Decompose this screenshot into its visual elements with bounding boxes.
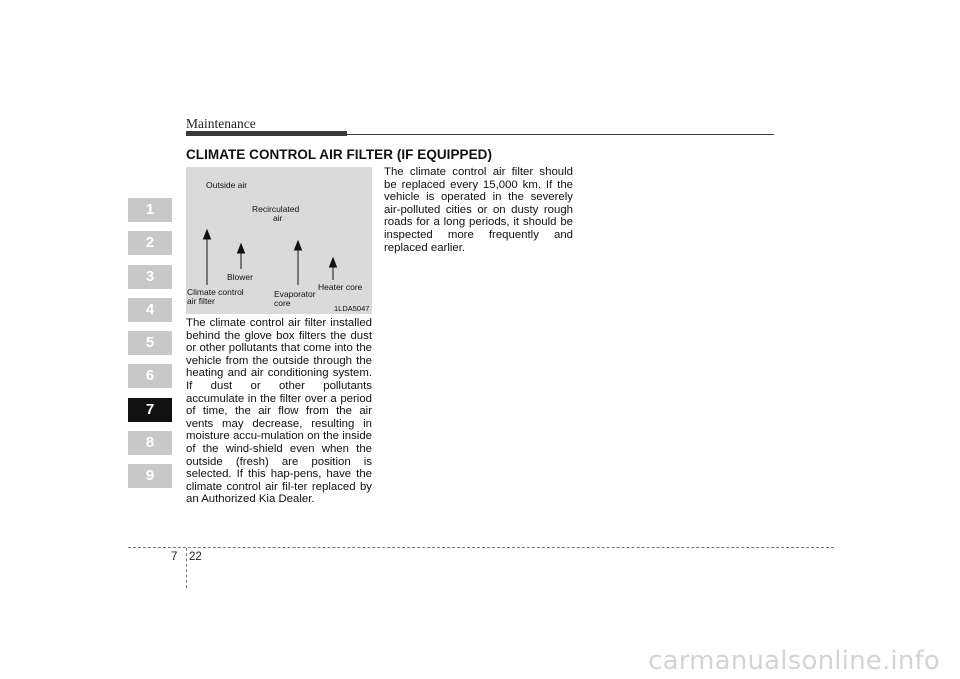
- blower-arrow-head: [238, 244, 245, 253]
- label-recirculated-2: air: [273, 213, 283, 223]
- footer-page-number: 22: [189, 551, 202, 563]
- chapter-tab-9[interactable]: 9: [128, 464, 172, 488]
- chapter-tab-2[interactable]: 2: [128, 231, 172, 255]
- header-rule-thick: [186, 131, 347, 136]
- footer-chapter-number: 7: [171, 551, 178, 563]
- label-outside-air: Outside air: [206, 180, 248, 190]
- body-left-paragraph: The climate control air filter installed behind the glove box filters the dust or other pollutants that come into the vehicle from the outside through the heating and air conditioning system. If dust or other pollutants accumulate in the filter over a period of time, the air flow from the air vents may decrease, resulting in moisture accu-mulation on the inside of the wind-shield even when the outside (fresh) are position is selected. If this hap-pens, have the climate control air fil-ter replaced by an Authorized Kia Dealer.: [186, 317, 372, 506]
- chapter-tab-6[interactable]: 6: [128, 364, 172, 388]
- filter-arrow-head: [204, 230, 211, 239]
- label-filter-1: Climate control: [187, 287, 244, 297]
- chapter-tab-1[interactable]: 1: [128, 198, 172, 222]
- footer-rule: [128, 547, 834, 548]
- chapter-tab-8[interactable]: 8: [128, 431, 172, 455]
- chapter-tab-3[interactable]: 3: [128, 265, 172, 289]
- air-filter-figure: [186, 167, 372, 314]
- label-filter-2: air filter: [187, 296, 215, 306]
- label-evaporator-1: Evaporator: [274, 289, 316, 299]
- watermark: carmanualsonline.info: [648, 646, 940, 676]
- header-rule-thin: [347, 134, 774, 135]
- label-blower: Blower: [227, 272, 253, 282]
- header-title: Maintenance: [186, 116, 256, 131]
- figure-code: 1LDA5047: [334, 304, 370, 313]
- section-title: CLIMATE CONTROL AIR FILTER (IF EQUIPPED): [186, 147, 492, 162]
- label-evaporator-2: core: [274, 298, 291, 308]
- chapter-tab-4[interactable]: 4: [128, 298, 172, 322]
- chapter-tab-5[interactable]: 5: [128, 331, 172, 355]
- body-right-paragraph: The climate control air filter should be replaced every 15,000 km. If the vehicle is operated in the severely air-polluted cities or on dusty rough roads for a long periods, it should be inspected more frequently and replaced earlier.: [384, 166, 573, 254]
- label-heater-core: Heater core: [318, 282, 363, 292]
- chapter-tabs: [128, 198, 172, 498]
- heater-arrow-head: [330, 258, 337, 267]
- chapter-tab-7[interactable]: 7: [128, 398, 172, 422]
- footer-divider: [186, 548, 187, 588]
- evaporator-arrow-head: [295, 241, 302, 250]
- label-recirculated-1: Recirculated: [252, 204, 300, 214]
